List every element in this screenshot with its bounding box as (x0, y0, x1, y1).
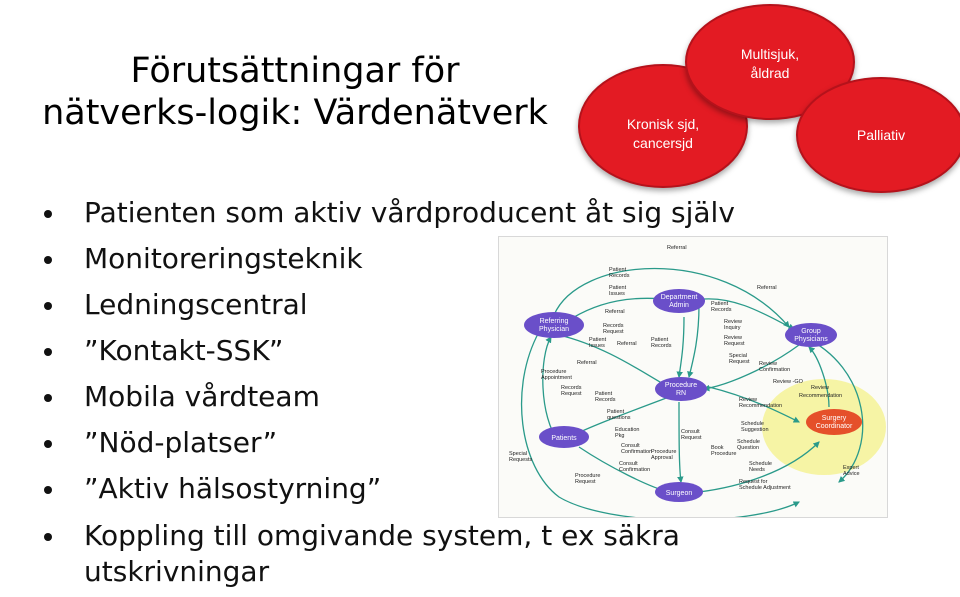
edge-label: questions (607, 415, 631, 421)
node-surgery-label-2: Coordinator (815, 423, 853, 430)
edge-label: Procedure (651, 449, 677, 455)
node-department-label-2: Admin (669, 302, 689, 309)
edge-label: Patient (609, 267, 627, 273)
edge-label: Records (651, 343, 672, 349)
edge-label: Request (729, 359, 750, 365)
edge-label: Book (711, 445, 724, 451)
edge-label: Review (739, 397, 758, 403)
edge-label: Consult (621, 443, 640, 449)
edge-label: Special (509, 451, 528, 457)
bullet-dot (44, 348, 52, 356)
circle-chronic-line-1: Kronisk sjd, (626, 116, 700, 132)
bullet-text: Koppling till omgivande system, t ex säkra utskrivningar (84, 519, 680, 588)
slide-title (0, 50, 590, 134)
edge-label: Consult (681, 429, 700, 435)
edge-label: Schedule (741, 421, 764, 427)
node-procedure-label-2: RN (675, 390, 687, 397)
node-patients-label: Patients (551, 435, 577, 442)
bullet-item (44, 190, 804, 236)
edge-label: Needs (749, 467, 765, 473)
edge-label: Request (724, 341, 745, 347)
circle-multisick-line-1: Multisjuk, (740, 46, 800, 62)
circle-palliative-label: Palliativ (856, 126, 906, 143)
circle-chronic-line-2: cancersjd (633, 135, 693, 151)
node-department-label: Department (660, 294, 698, 301)
edge-label: Request (681, 435, 702, 441)
bullet-dot (44, 440, 52, 448)
edge-label: Recommendation (799, 393, 843, 399)
edge-label: Procedure (575, 473, 601, 479)
node-referring-label: Referring (539, 318, 569, 325)
edge-label: Question (737, 445, 760, 451)
bullet-text: ”Aktiv hälsostyrning” (84, 472, 382, 505)
node-surgery (806, 409, 862, 435)
node-procedure-label: Procedure (664, 382, 698, 389)
edge-label: Referral (617, 341, 637, 347)
edge-label: Request for (739, 479, 768, 485)
bullet-text: ”Kontakt-SSK” (84, 334, 284, 367)
edge-label: Review (759, 361, 778, 367)
edge-label: Records (609, 273, 630, 279)
bullet-dot (44, 256, 52, 264)
bullet-text: Ledningscentral (84, 288, 308, 321)
bullet-dot (44, 533, 52, 541)
edge-label: Approval (651, 455, 673, 461)
bullet-text: Patienten som aktiv vårdproducent åt sig själv (84, 196, 735, 229)
edge-label: Expert (843, 465, 859, 471)
node-referring (524, 312, 584, 338)
edge-label: Education (615, 427, 640, 433)
category-circle-palliative (796, 77, 960, 193)
node-surgeon (655, 482, 703, 502)
bullet-item (44, 518, 804, 590)
edge-label: Review (811, 385, 830, 391)
edge-label: Records (595, 397, 616, 403)
circle-multisick-line-2: åldrad (750, 65, 790, 81)
edge-label: Review (724, 319, 743, 325)
edge-label: Procedure (541, 369, 567, 375)
edge-label: Consult (619, 461, 638, 467)
edge-label: Request (561, 391, 582, 397)
edge-label: Schedule (737, 439, 760, 445)
edge-label: Records (603, 323, 624, 329)
node-department (653, 289, 705, 313)
edge-label: Patient (589, 337, 607, 343)
edge-label: Request (575, 479, 596, 485)
node-group-label: Group (801, 328, 821, 335)
edge-label: Review -GO (773, 379, 803, 385)
value-network-svg (499, 237, 887, 517)
node-patients (539, 426, 589, 448)
edge-label: Schedule (749, 461, 772, 467)
bullet-text: ”Nöd-platser” (84, 426, 278, 459)
edge-label: Issues (589, 343, 605, 349)
edge-label: Referral (757, 285, 777, 291)
edge-label: Procedure (711, 451, 737, 457)
edge-label: Schedule Adjustment (739, 485, 791, 491)
value-network-diagram (498, 236, 888, 518)
bullet-dot (44, 210, 52, 218)
slide-title-line-1: Förutsättningar för (130, 51, 460, 91)
bullet-dot (44, 302, 52, 310)
edge-label: Issues (609, 291, 625, 297)
edge-label: Patient (651, 337, 669, 343)
node-procedure (655, 377, 707, 401)
node-group (785, 323, 837, 347)
bullet-dot (44, 394, 52, 402)
node-surgeon-label: Surgeon (665, 490, 693, 497)
edge-label: Recommendation (739, 403, 783, 409)
edge-label: Referral (667, 245, 687, 251)
edge-label: Request (603, 329, 624, 335)
edge-label: Appointment (541, 375, 572, 381)
edge-label: Referral (577, 360, 597, 366)
node-referring-label-2: Physician (539, 326, 569, 333)
edge-label: Patient (711, 301, 729, 307)
edge-label: Requests (509, 457, 533, 463)
edge-label: Advice (843, 471, 860, 477)
edge-label: Special (729, 353, 748, 359)
edge-label: Records (711, 307, 732, 313)
bullet-dot (44, 486, 52, 494)
bullet-text: Mobila vårdteam (84, 380, 320, 413)
node-surgery-label: Surgery (821, 415, 847, 422)
node-group-label-2: Physicians (794, 336, 828, 343)
edge-label: Confirmation (759, 367, 791, 373)
edge-label: Confirmation (621, 449, 653, 455)
edge-label: Review (724, 335, 743, 341)
edge-label: Referral (605, 309, 625, 315)
edge-label: Confirmation (619, 467, 651, 473)
slide-title-line-2: nätverks-logik: Värdenätverk (42, 93, 548, 133)
edge-label: Patient (609, 285, 627, 291)
edge-label: Inquiry (724, 325, 741, 331)
edge-label: Suggestion (741, 427, 769, 433)
bullet-text: Monitoreringsteknik (84, 242, 363, 275)
edge-label: Records (561, 385, 582, 391)
edge-label: Patient (607, 409, 625, 415)
edge-label: Pkg (615, 433, 625, 439)
edge-label: Patient (595, 391, 613, 397)
